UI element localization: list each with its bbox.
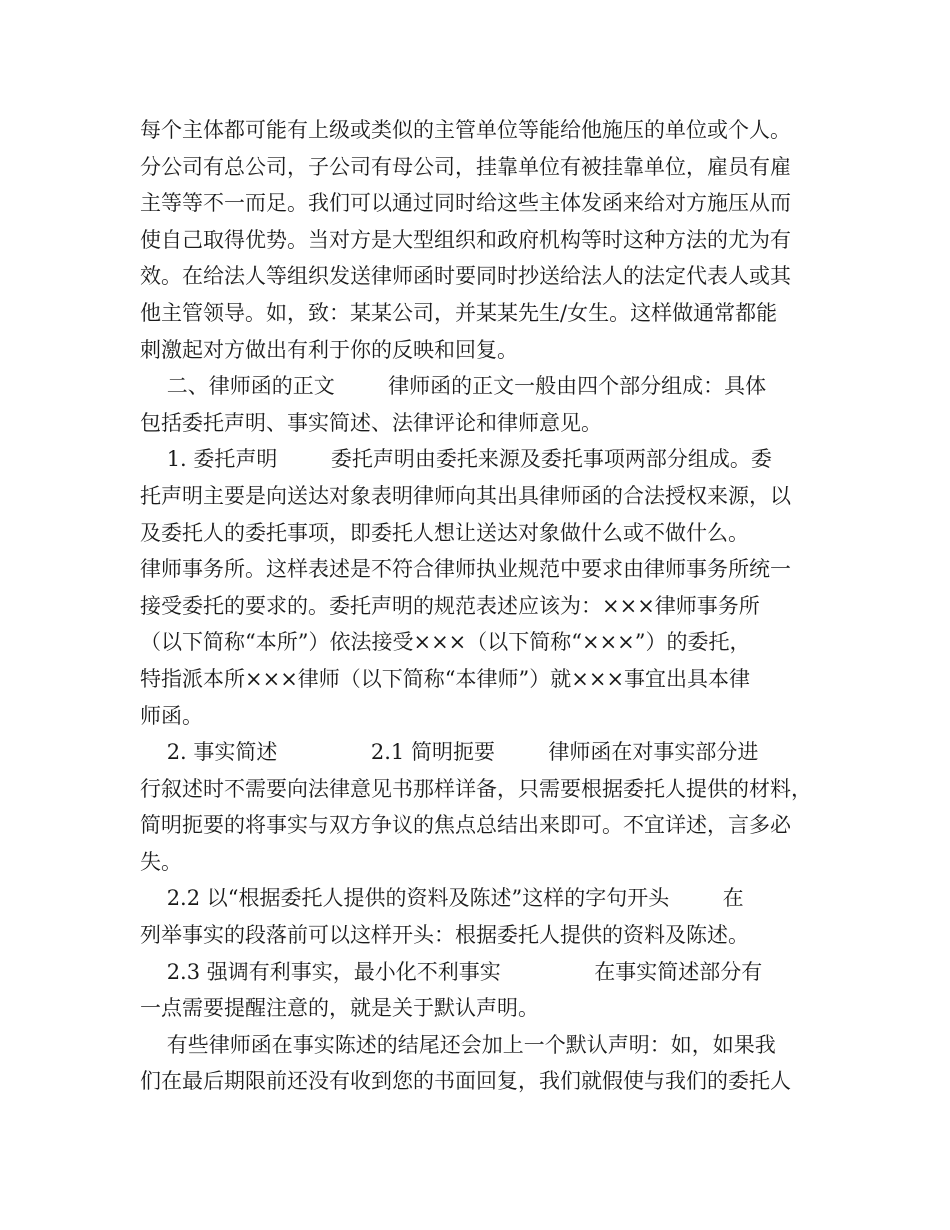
section-heading-line: 二、律师函的正文 律师函的正文一般由四个部分组成：具体: [140, 374, 767, 399]
text-line: 简明扼要的将事实与双方争议的焦点总结出来即可。不宜详述，言多必: [140, 813, 791, 838]
text-line: 们在最后期限前还没有收到您的书面回复，我们就假使与我们的委托人: [140, 1069, 791, 1094]
text-line: 主等等不一而足。我们可以通过同时给这些主体发函来给对方施压从而: [140, 191, 791, 216]
text-line: 使自己取得优势。当对方是大型组织和政府机构等时这种方法的尤为有: [140, 227, 791, 252]
text-line: （以下简称“本所”）依法接受×××（以下简称“×××”）的委托，: [140, 630, 751, 655]
text-line: 及委托人的委托事项，即委托人想让送达对象做什么或不做什么。: [140, 520, 749, 545]
text-line: 每个主体都可能有上级或类似的主管单位等能给他施压的单位或个人。: [140, 118, 791, 142]
text-line: 律师事务所。这样表述是不符合律师执业规范中要求由律师事务所统一: [140, 557, 791, 582]
text-line: 效。在给法人等组织发送律师函时要同时抄送给法人的法定代表人或其: [140, 264, 791, 289]
text-line: 师函。: [140, 703, 203, 728]
text-line: 列举事实的段落前可以这样开头：根据委托人提供的资料及陈述。: [140, 923, 749, 948]
text-line: 接受委托的要求的。委托声明的规范表述应该为：×××律师事务所: [140, 593, 760, 618]
text-line: 他主管领导。如，致：某某公司，并某某先生/女生。这样做通常都能: [140, 300, 778, 325]
subsection-heading-line: 1. 委托声明 委托声明由委托来源及委托事项两部分组成。委: [140, 447, 772, 472]
text-line: 失。: [140, 849, 182, 874]
subsection-heading-line: 2.2 以“根据委托人提供的资料及陈述”这样的字句开头 在: [140, 886, 744, 911]
text-line: 行叙述时不需要向法律意见书那样详备，只需要根据委托人提供的材料，: [140, 776, 812, 801]
text-line: 特指派本所×××律师（以下简称“本律师”）就×××事宜出具本律: [140, 666, 751, 691]
text-line: 分公司有总公司，子公司有母公司，挂靠单位有被挂靠单位，雇员有雇: [140, 154, 791, 179]
text-line: 一点需要提醒注意的，就是关于默认声明。: [140, 996, 539, 1021]
body-text: [140, 112, 820, 1100]
subsection-heading-line: 2. 事实简述 2.1 简明扼要 律师函在对事实部分进: [140, 740, 759, 765]
text-line: 有些律师函在事实陈述的结尾还会加上一个默认声明：如，如果我: [140, 1032, 776, 1057]
subsection-heading-line: 2.3 强调有利事实，最小化不利事实 在事实简述部分有: [140, 959, 763, 984]
text-line: 托声明主要是向送达对象表明律师向其出具律师函的合法授权来源，以: [140, 483, 791, 508]
text-line: 刺激起对方做出有利于你的反映和回复。: [140, 337, 518, 362]
text-line: 包括委托声明、事实简述、法律评论和律师意见。: [140, 410, 602, 435]
